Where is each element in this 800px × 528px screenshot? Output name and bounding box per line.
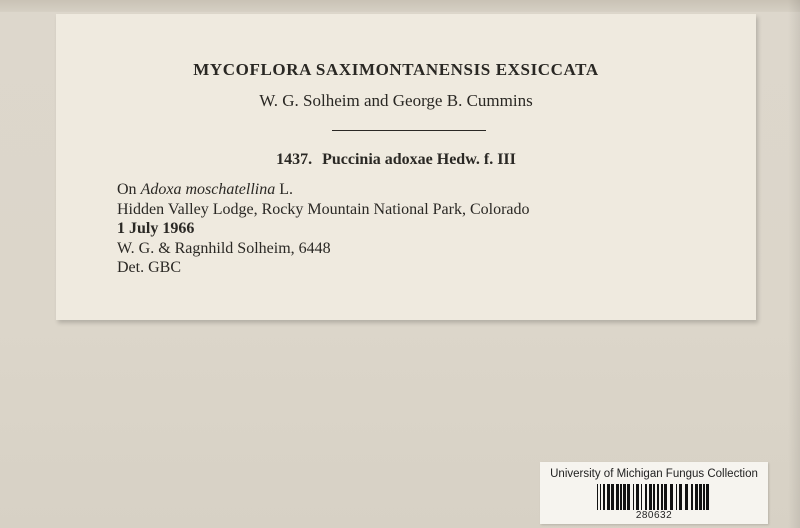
exsiccata-number: 1437. [276,151,313,168]
host-line [117,180,530,200]
institution-name: University of Michigan Fungus Collection [550,468,758,480]
locality-line: Hidden Valley Lodge, Rocky Mountain National Park, Colorado [117,200,530,218]
label-collectors: W. G. Solheim and George B. Cummins [259,91,533,110]
label-divider [332,130,486,131]
barcode [597,484,711,510]
host-author: L. [279,181,293,198]
taxon-name: Puccinia adoxae Hedw. f. III [322,151,516,168]
host-prefix: On [117,181,137,198]
collection-tag [540,462,768,524]
label-body [117,180,530,278]
date-line: 1 July 1966 [117,220,195,237]
determiner-line: Det. GBC [117,259,181,276]
catalog-number: 280632 [635,510,673,521]
specimen-label [56,14,756,320]
sheet-right-shadow [788,0,800,528]
host-name: Adoxa moschatellina [140,181,276,198]
label-number-line [56,151,736,169]
label-title: MYCOFLORA SAXIMONTANENSIS EXSICCATA [193,60,599,79]
collector-number-line: W. G. & Ragnhild Solheim, 6448 [117,239,331,257]
sheet-top-edge [0,0,800,12]
